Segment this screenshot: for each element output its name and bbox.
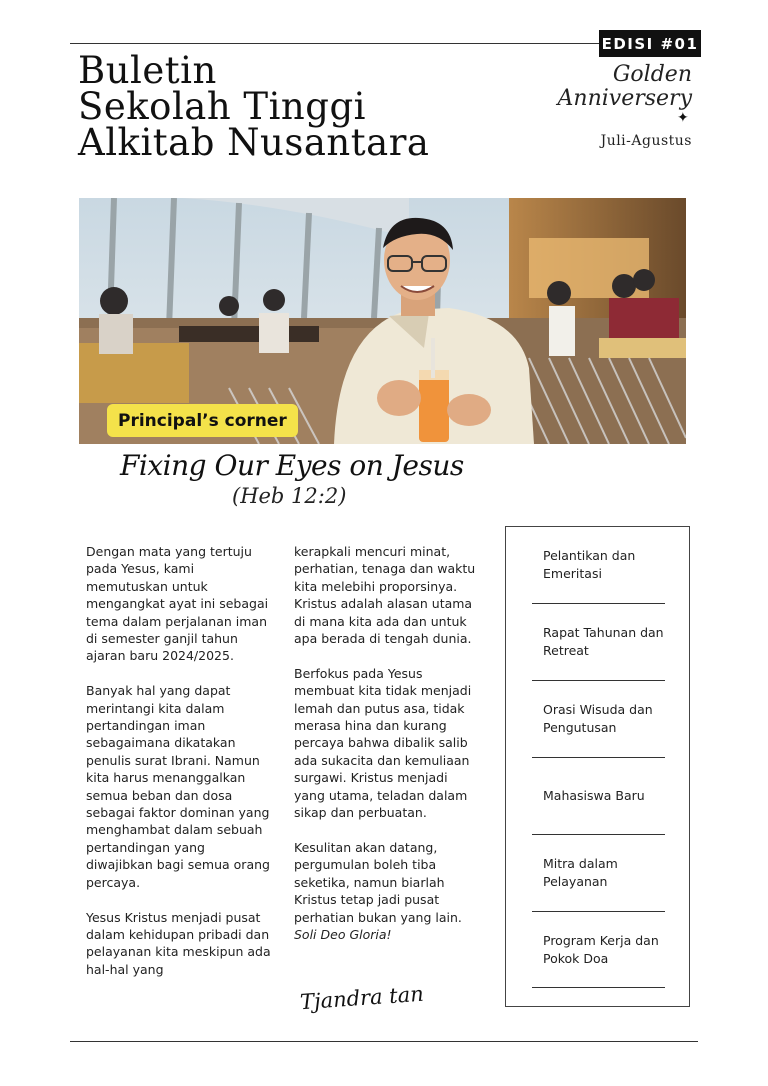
article-column-1 (86, 543, 271, 978)
paragraph: Yesus Kristus menjadi pusat dalam kehidupan pribadi dan pelayanan kita meskipun ada hal-hal yang (86, 909, 271, 977)
toc-divider (532, 987, 665, 988)
signature (290, 978, 425, 1034)
article-reference: (Heb 12:2) (232, 484, 347, 508)
paragraph: Dengan mata yang tertuju pada Yesus, kami memutuskan untuk mengangkat ayat ini sebagai tema dalam perjalanan iman di semester ganjil tahun ajaran baru 2024/2025. (86, 544, 269, 664)
toc-divider (532, 603, 665, 604)
anniversary-line-2: Anniversery (557, 86, 692, 111)
table-of-contents (505, 526, 690, 1007)
toc-divider (532, 911, 665, 912)
paragraph: Banyak hal yang dapat merintangi kita dalam pertandingan iman sebagaimana dikatakan penulis surat Ibrani. Namun kita harus menanggalkan semua beban dan dosa sebagai faktor dominan yang menghambat dalam sebuah pertandingan yang diwajibkan bagi semua orang percaya. (86, 683, 270, 890)
principals-corner-badge: Principal’s corner (107, 404, 298, 437)
paragraph (294, 839, 480, 943)
paragraph: kerapkali mencuri minat, perhatian, tenaga dan waktu kita melebihi proporsinya. Kristus adalah alasan utama di mana kita ada dan untuk apa berada di tengah dunia. (294, 544, 476, 647)
title-line-1: Buletin (78, 49, 217, 92)
anniversary-tagline (520, 63, 692, 111)
toc-divider (532, 680, 665, 681)
toc-item[interactable]: Program Kerja dan Pokok Doa (543, 933, 659, 966)
sparkle-icon: ✦ (677, 110, 689, 126)
issue-period: Juli-Agustus (600, 133, 692, 149)
bulletin-title (78, 49, 498, 164)
toc-divider (532, 757, 665, 758)
toc-item[interactable]: Mitra dalam Pelayanan (543, 856, 618, 889)
edition-badge: EDISI #01 (599, 30, 701, 57)
signature-text: Tjandra tan (299, 981, 425, 1015)
closing-blessing: Soli Deo Gloria! (294, 926, 392, 942)
toc-divider (532, 834, 665, 835)
title-line-3: Alkitab Nusantara (78, 121, 430, 164)
toc-item[interactable]: Pelantikan dan Emeritasi (543, 548, 636, 581)
toc-item[interactable]: Mahasiswa Baru (543, 788, 645, 803)
article-title: Fixing Our Eyes on Jesus (120, 449, 464, 482)
toc-item[interactable]: Rapat Tahunan dan Retreat (543, 625, 664, 658)
toc-item[interactable]: Orasi Wisuda dan Pengutusan (543, 702, 653, 735)
title-line-2: Sekolah Tinggi (78, 85, 366, 128)
article-column-2 (294, 543, 480, 943)
closing-paragraph-text: Kesulitan akan datang, pergumulan boleh tiba seketika, namun biarlah Kristus tetap jadi pusat perhatian bukan yang lain. (294, 839, 462, 925)
paragraph: Berfokus pada Yesus membuat kita tidak menjadi lemah dan putus asa, tidak merasa hina dan kurang percaya bahwa dibalik salib ada sukacita dan kemuliaan surgawi. Kristus menjadi yang utama, teladan dalam sikap dan perbuatan. (294, 665, 472, 821)
bottom-divider (70, 1041, 698, 1042)
anniversary-line-1: Golden (612, 62, 692, 87)
